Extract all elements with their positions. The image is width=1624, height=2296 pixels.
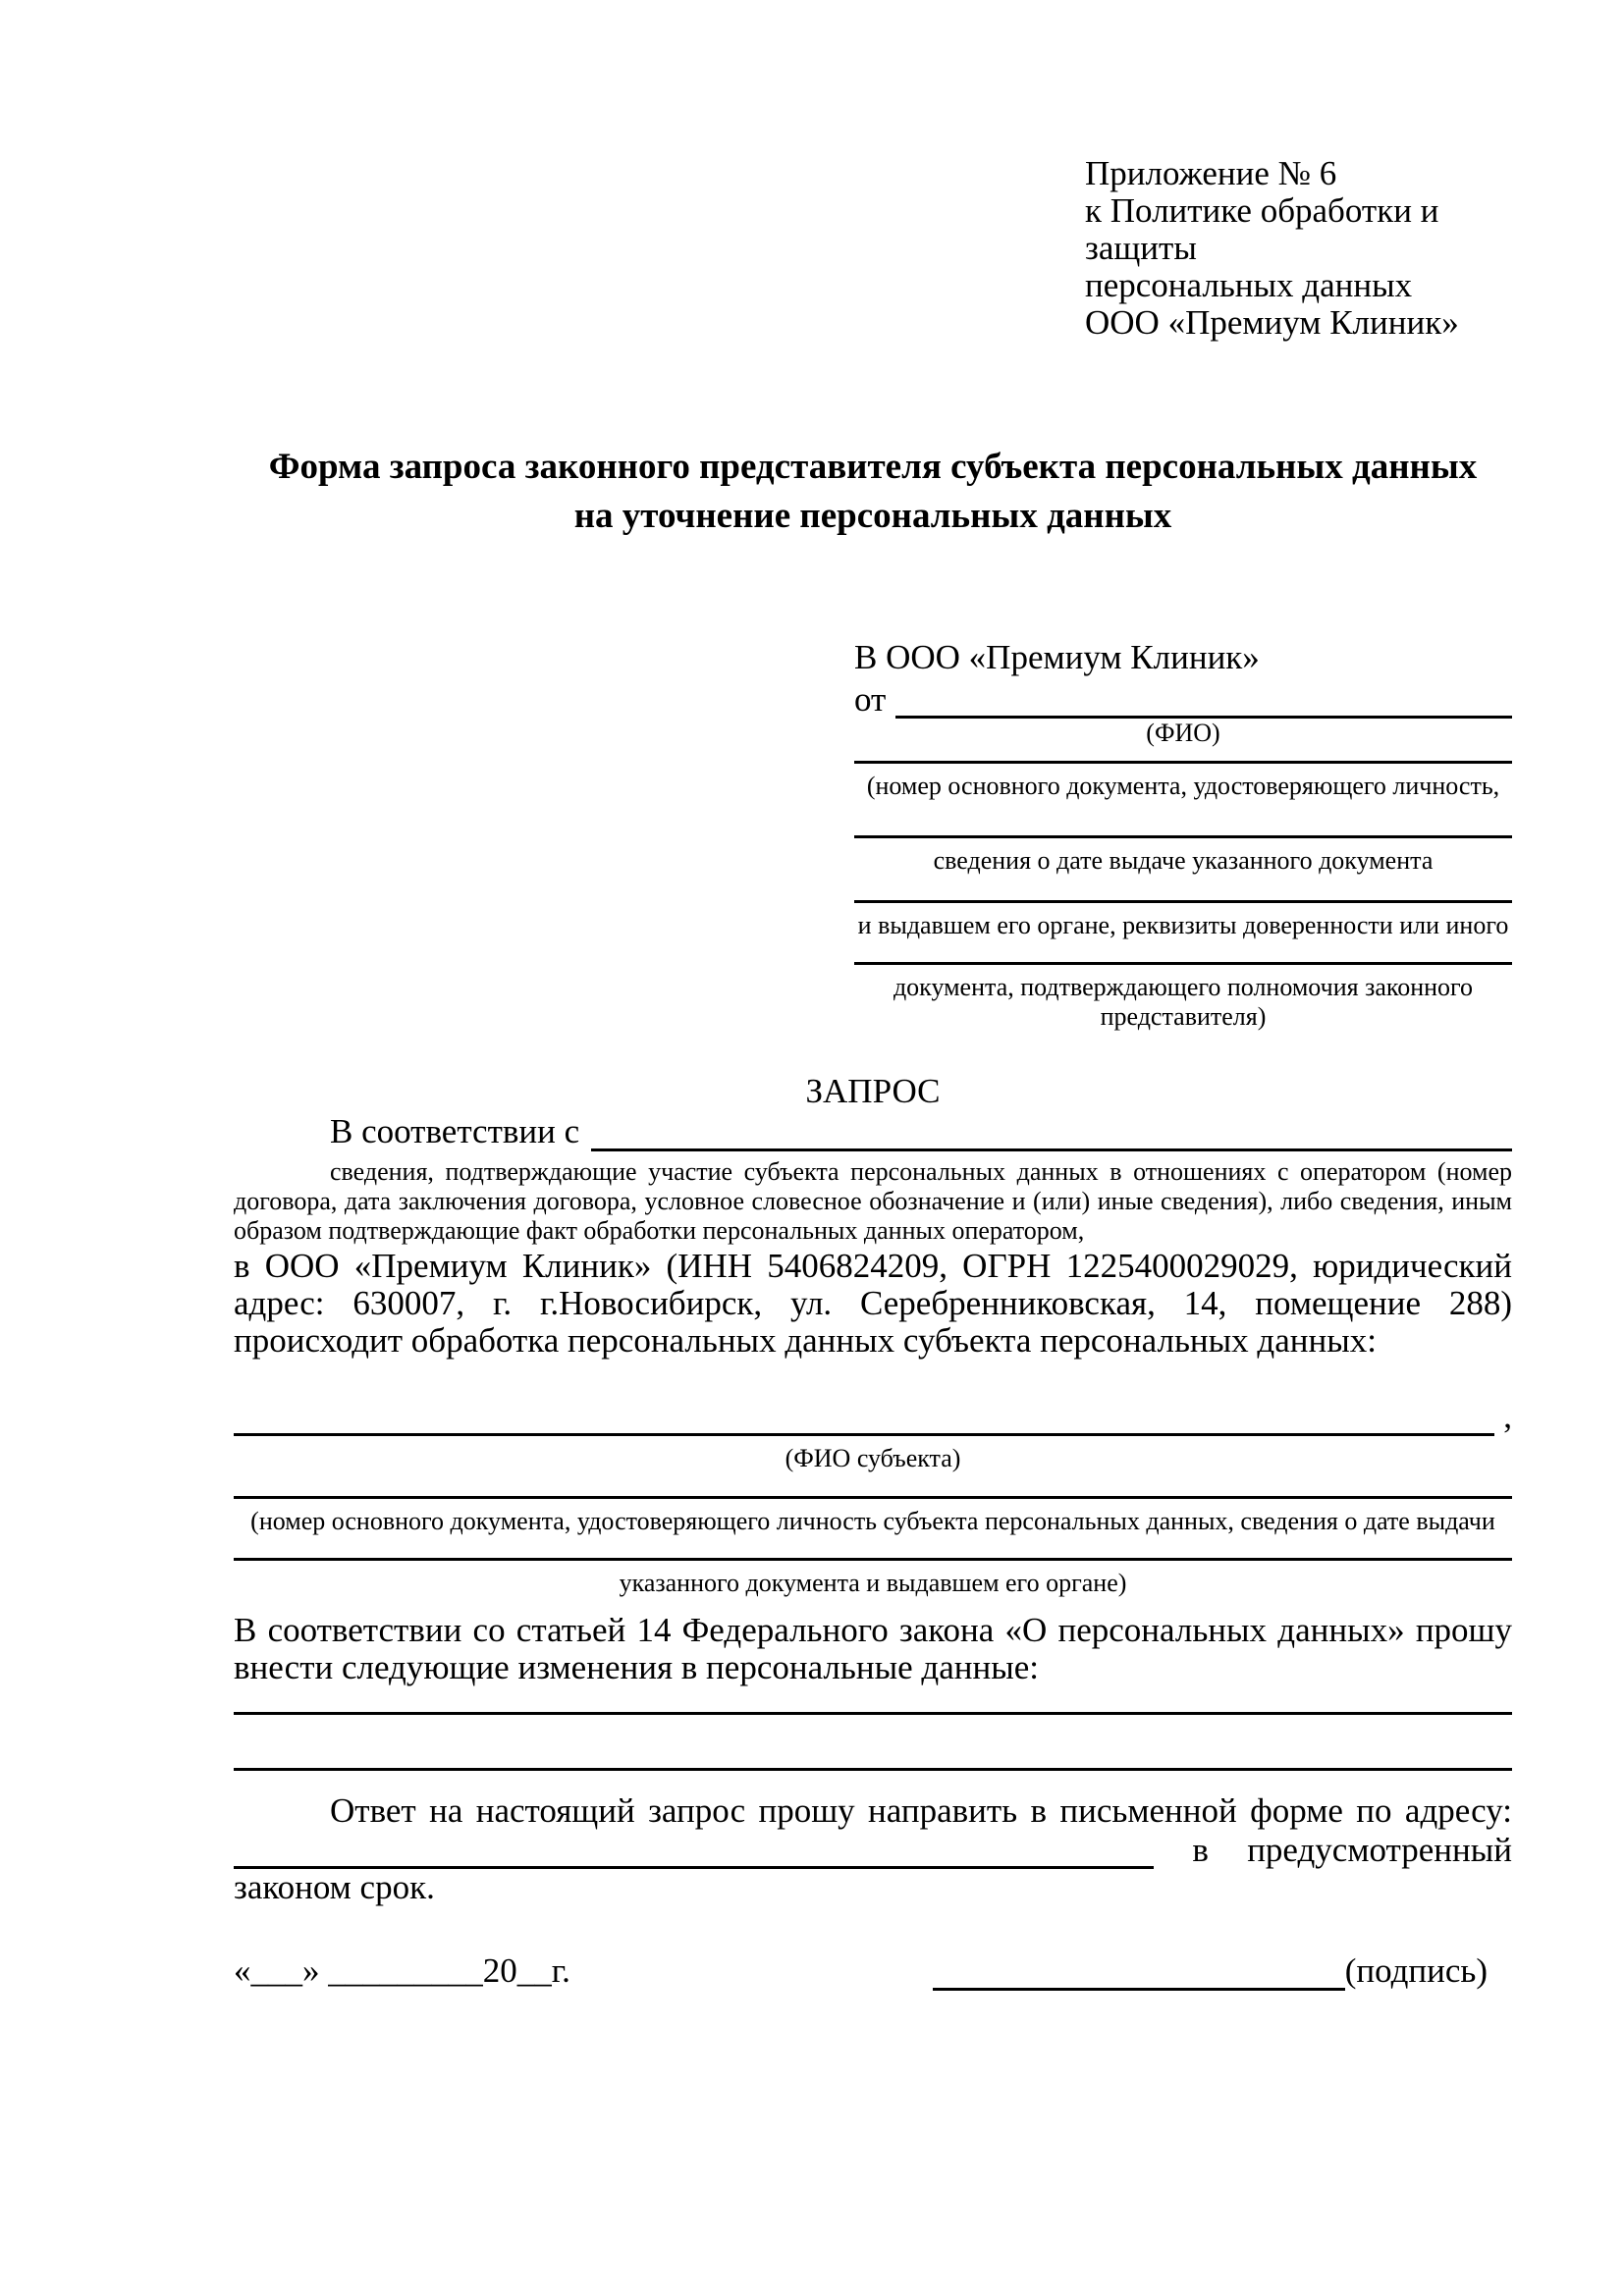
appendix-line: персональных данных	[1085, 266, 1413, 304]
subject-fio-caption: (ФИО субъекта)	[785, 1444, 961, 1472]
intro-prefix: В соответствии с	[330, 1112, 580, 1150]
intro-row	[234, 1112, 1512, 1151]
page-title-line2: на уточнение персональных данных	[573, 496, 1172, 536]
trailing-comma: ,	[1503, 1397, 1512, 1435]
changes-input-line-1[interactable]	[234, 1686, 1512, 1715]
fio-caption: (ФИО)	[1146, 719, 1220, 747]
address-input-line[interactable]	[234, 1837, 1154, 1869]
answer-word1: в	[1192, 1831, 1209, 1869]
addressee-org: В ООО «Премиум Клиник»	[854, 638, 1260, 676]
basis-note: сведения, подтверждающие участие субъекта персональных данных в отношениях с оператором (номер договора, дата заключения договора, условное словесное обозначение и (или) иные сведения), либо сведения, иным образом подтверждающие факт обработки персональных данных оператором,	[234, 1157, 1512, 1245]
representative-doc-input-line-2[interactable]	[854, 801, 1512, 838]
addressee-block	[854, 634, 1512, 1032]
subject-fio-input-line[interactable]	[234, 1415, 1494, 1436]
footer-row	[234, 1951, 1512, 1991]
doc-caption-3: и выдавшем его органе, реквизиты доверенности или иного	[857, 911, 1509, 939]
answer-word2: предусмотренный	[1247, 1831, 1512, 1869]
appendix-line: Приложение № 6	[1085, 154, 1337, 192]
appendix-line: к Политике обработки и защиты	[1085, 191, 1439, 267]
representative-doc-input-line-4[interactable]	[854, 940, 1512, 965]
answer-suffix: законом срок.	[234, 1868, 435, 1906]
doc-caption-1: (номер основного документа, удостоверяющего личность,	[866, 772, 1500, 800]
from-label: от	[854, 680, 887, 719]
request-heading: ЗАПРОС	[805, 1072, 941, 1110]
appendix-line: ООО «Премиум Клиник»	[1085, 303, 1459, 342]
signature-input-line[interactable]	[933, 1958, 1345, 1991]
signature-caption: (подпись)	[1344, 1951, 1488, 1990]
law-paragraph: В соответствии со статьей 14 Федерального закона «О персональных данных» прошу внести следующие изменения в персональные данные:	[234, 1611, 1512, 1686]
answer-prefix: Ответ на настоящий запрос прошу направить в письменной форме по адресу:	[330, 1791, 1512, 1830]
subject-doc-input-line-1[interactable]	[234, 1473, 1512, 1499]
subject-fio-row	[234, 1397, 1512, 1436]
representative-doc-input-line-3[interactable]	[854, 876, 1512, 903]
from-row	[854, 681, 1512, 719]
appendix-block	[1085, 155, 1512, 342]
date-field[interactable]: «___» _________20__г.	[234, 1951, 570, 1990]
subject-doc-caption-1: (номер основного документа, удостоверяющего личность субъекта персональных данных, сведения о дате выдачи	[250, 1507, 1495, 1535]
changes-input-line-2[interactable]	[234, 1715, 1512, 1771]
page-title	[234, 443, 1512, 541]
subject-doc-caption-2: указанного документа и выдавшем его органе)	[619, 1569, 1127, 1597]
doc-caption-2: сведения о дате выдаче указанного документа	[933, 846, 1434, 875]
subject-doc-input-line-2[interactable]	[234, 1536, 1512, 1561]
doc-caption-4: документа, подтверждающего полномочия законного представителя)	[893, 973, 1474, 1031]
basis-input-line[interactable]	[591, 1117, 1512, 1151]
operator-paragraph: в ООО «Премиум Клиник» (ИНН 5406824209, ОГРН 1225400029029, юридический адрес: 630007, г. г.Новосибирск, ул. Серебренниковская, 14, помещение 288) происходит обработка персональных данных субъекта персональных данных:	[234, 1247, 1512, 1360]
answer-address-row	[234, 1830, 1512, 1869]
page-title-line1: Форма запроса законного представителя субъекта персональных данных	[268, 447, 1478, 487]
signature-group	[933, 1951, 1488, 1991]
representative-doc-input-line-1[interactable]	[854, 748, 1512, 764]
representative-fio-input-line[interactable]	[895, 686, 1512, 719]
